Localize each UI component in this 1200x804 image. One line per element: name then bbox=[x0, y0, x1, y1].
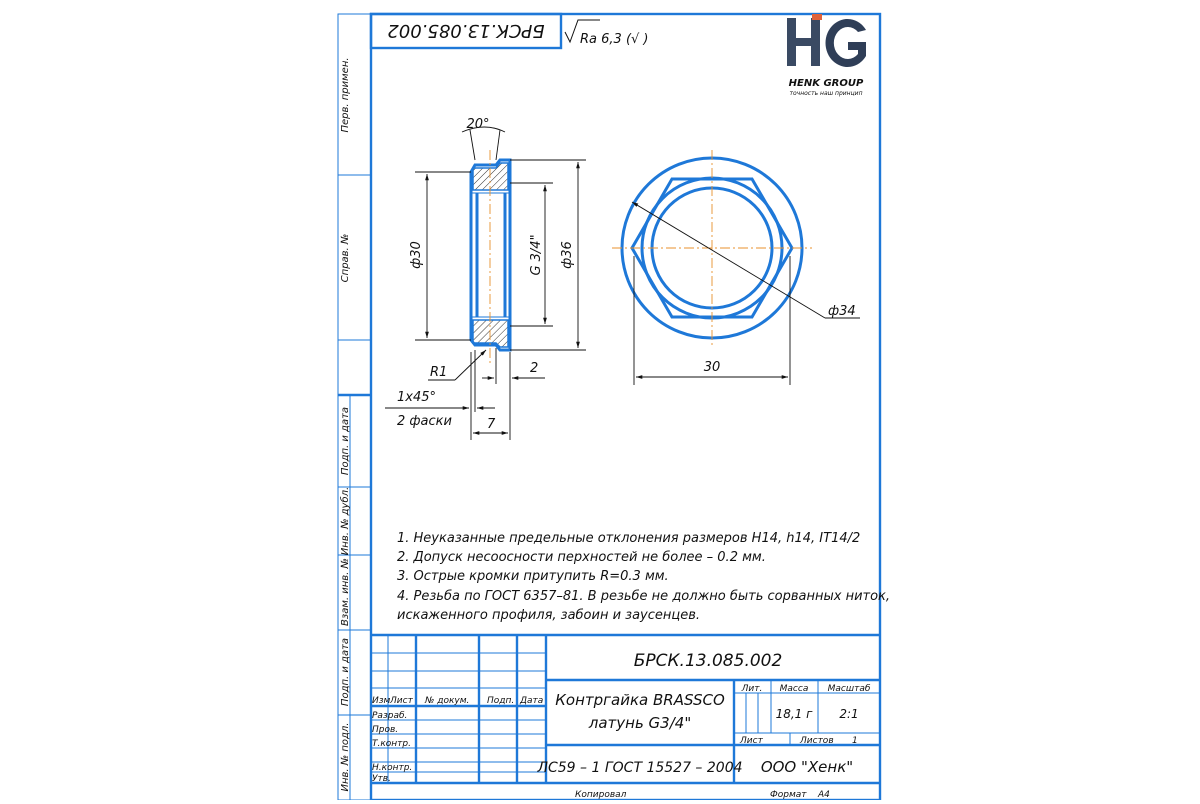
note-1: 1. Неуказанные предельные отклонения размеров H14, h14, IT14/2 bbox=[397, 531, 861, 546]
tb-sheets: Листов bbox=[800, 736, 834, 746]
row-tech-control: Т.контр. bbox=[372, 739, 412, 749]
dim-chamfer-note: 2 фаски bbox=[397, 414, 452, 429]
tb-code: БРСК.13.085.002 bbox=[633, 651, 783, 671]
tb-name-line1: Контргайка BRASSCO bbox=[555, 691, 725, 709]
tb-lit: Лит. bbox=[741, 684, 763, 694]
inner-frame bbox=[371, 14, 880, 800]
henk-group-logo bbox=[787, 14, 866, 97]
title-block bbox=[371, 635, 880, 800]
note-4-continued: искаженного профиля, забоин и заусенцев. bbox=[397, 608, 701, 623]
tb-format-value: А4 bbox=[818, 790, 830, 800]
side-strip bbox=[338, 57, 371, 800]
tb-mass-value: 18,1 г bbox=[775, 707, 813, 721]
row-approved: Утв. bbox=[372, 774, 391, 784]
side-label-reference: Справ. № bbox=[340, 233, 351, 283]
dim-width: 7 bbox=[487, 417, 496, 432]
tb-name-line2: латунь G3/4" bbox=[588, 714, 692, 732]
side-label-first-use: Перв. примен. bbox=[340, 57, 351, 133]
side-label-orig-inv: Инв. № подл. bbox=[340, 722, 351, 792]
side-label-sign-date-2: Подп. и дата bbox=[340, 637, 351, 707]
hdr-izm: Изм bbox=[372, 696, 391, 706]
section-view bbox=[385, 117, 586, 440]
dim-angle: 20° bbox=[466, 117, 490, 132]
row-norm-control: Н.контр. bbox=[372, 763, 413, 773]
front-view bbox=[612, 150, 860, 385]
hdr-list: Лист bbox=[390, 696, 413, 706]
note-2: 2. Допуск несоосности перхностей не более – 0.2 мм. bbox=[397, 550, 766, 565]
side-label-replace-inv: Взам. инв. № bbox=[340, 558, 351, 626]
tb-material: ЛС59 – 1 ГОСТ 15527 – 2004 bbox=[537, 760, 743, 776]
note-3: 3. Острые кромки притупить R=0.3 мм. bbox=[397, 569, 669, 584]
tb-sheets-value: 1 bbox=[852, 736, 858, 746]
tb-mass: Масса bbox=[779, 684, 809, 694]
logo-slogan: точность наш принцип bbox=[789, 90, 863, 97]
tb-copied: Копировал bbox=[575, 790, 627, 800]
row-checked: Пров. bbox=[372, 725, 399, 735]
hdr-doc: № докум. bbox=[425, 696, 470, 706]
dim-d30: ф30 bbox=[409, 241, 424, 269]
technical-notes bbox=[397, 531, 890, 623]
top-designation: БРСК.13.085.002 bbox=[387, 20, 545, 41]
dim-d34: ф34 bbox=[828, 304, 856, 319]
logo-company: HENK GROUP bbox=[788, 78, 864, 89]
roughness-symbol bbox=[565, 20, 649, 47]
hdr-sign: Подп. bbox=[487, 696, 515, 706]
side-label-sign-date-1: Подп. и дата bbox=[340, 406, 351, 476]
tb-sheet: Лист bbox=[740, 736, 763, 746]
row-developer: Разраб. bbox=[372, 711, 408, 721]
top-designation-box bbox=[371, 14, 561, 48]
tb-scale: Масштаб bbox=[827, 684, 871, 694]
dim-chamfer: 1х45° bbox=[397, 390, 437, 405]
dim-thread: G 3/4" bbox=[529, 234, 544, 276]
dim-radius: R1 bbox=[430, 365, 448, 380]
outer-frame bbox=[338, 14, 880, 800]
tb-scale-value: 2:1 bbox=[839, 707, 859, 721]
dim-across-flats: 30 bbox=[703, 360, 721, 375]
roughness-text: Ra 6,3 (√ ) bbox=[580, 32, 649, 47]
hdr-date: Дата bbox=[520, 696, 544, 706]
dim-d36: ф36 bbox=[560, 241, 575, 269]
side-label-dup-inv: Инв. № дубл. bbox=[340, 486, 351, 556]
tb-company: ООО "Хенк" bbox=[760, 758, 854, 776]
dim-two: 2 bbox=[530, 361, 539, 376]
note-4: 4. Резьба по ГОСТ 6357–81. В резьбе не должно быть сорванных ниток, bbox=[397, 589, 891, 604]
tb-format: Формат bbox=[770, 790, 807, 800]
